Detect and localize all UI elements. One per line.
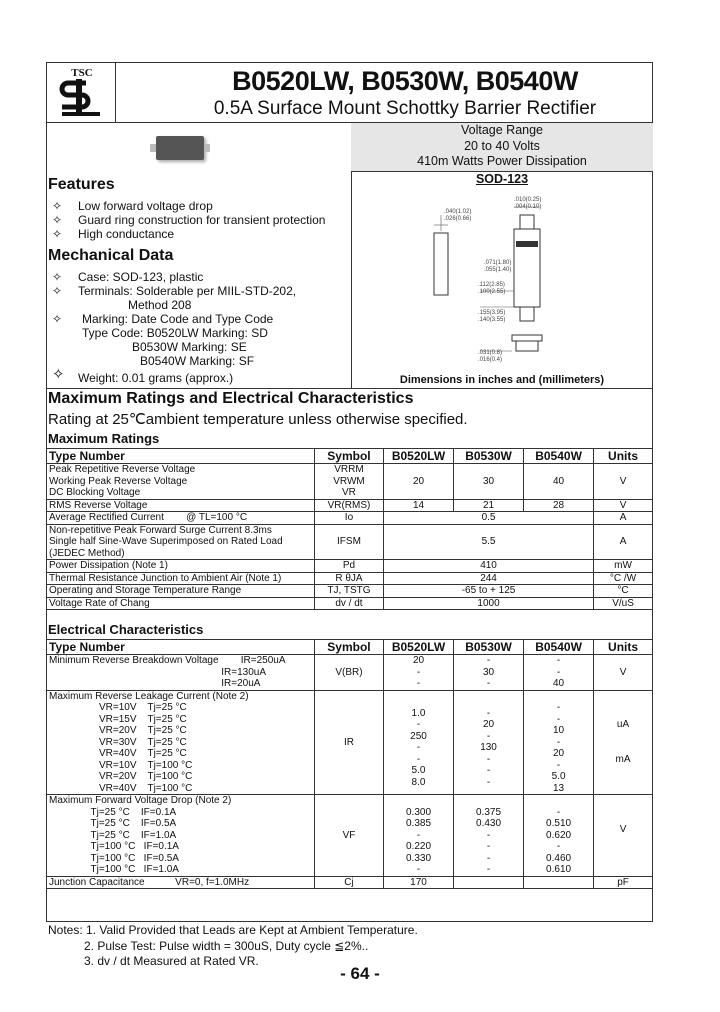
table-header-row [47,640,653,655]
list-item: ✧ Terminals: Solderable per MIIL-STD-202, [52,284,297,298]
table-cell: - - 40 [524,655,594,691]
voltage-range-value: 20 to 40 Volts [464,138,540,153]
table-cell: 244 [383,572,593,585]
table-header: Units [594,640,653,655]
table-header: Units [594,449,653,464]
table-cell: 5.5 [383,524,593,560]
dim-label-a: .040(1.02) .026(0.66) [444,209,472,222]
table-cell: V/uS [594,597,653,610]
note-2: 2. Pulse Test: Pulse width = 300uS, Duty cycle ≦2%.. [84,938,369,953]
max-ratings-heading: Maximum Ratings [48,431,160,446]
list-item-continuation: Method 208 [128,298,192,312]
logo-divider [115,62,116,122]
table-cell: V [594,499,653,512]
table-row [47,585,653,598]
logo-symbol-icon [56,79,108,117]
table-cell: Cj [314,876,383,889]
table-row [47,876,653,889]
table-cell: Pd [314,560,383,573]
table-cell: RMS Reverse Voltage [47,499,315,512]
table-header: Symbol [314,640,383,655]
table-row [47,512,653,525]
table-cell: 0.300 0.385 - 0.220 0.330 - [383,795,453,877]
table-row [47,572,653,585]
type-code-line: B0530W Marking: SE [132,340,247,354]
table-header: B0540W [524,449,594,464]
component-photo [156,136,204,160]
power-dissipation-text: 410m Watts Power Dissipation [417,154,587,168]
table-cell: IFSM [314,524,383,560]
table-cell: Io [314,512,383,525]
package-drawing [420,195,570,365]
table-cell: 410 [383,560,593,573]
table-cell: VR(RMS) [314,499,383,512]
table-cell: - 30 - [454,655,524,691]
table-header: Symbol [314,449,383,464]
table-cell: Non-repetitive Peak Forward Surge Current 8.3ms Single half Sine-Wave Superimposed on Rated Load (JEDEC Method) [47,524,315,560]
table-header: B0530W [454,449,524,464]
dim-label-c: .071(1.80) .055(1.40) [484,260,512,273]
ratings-divider [46,388,653,389]
table-cell: °C /W [594,572,653,585]
mechanical-heading: Mechanical Data [48,247,174,264]
note-1: Notes: 1. Valid Provided that Leads are Kept at Ambient Temperature. [48,923,418,937]
table-cell: Maximum Forward Voltage Drop (Note 2) Tj=25 °C IF=0.1A Tj=25 °C IF=0.5A Tj=25 °C IF=1.0A Tj=100 °C IF=0.1A Tj=100 °C IF=0.5A Tj=100 °C IF=1.0A [47,795,315,877]
table-cell: Voltage Rate of Chang [47,597,315,610]
table-cell: - 20 - 130 - - - [454,690,524,795]
table-cell: A [594,524,653,560]
table-cell: VF [314,795,383,877]
dimensions-caption: Dimensions in inches and (millimeters) [399,374,605,386]
table-cell: 1000 [383,597,593,610]
table-cell [454,876,524,889]
table-cell: VRRM VRWM VR [314,464,383,500]
type-code-line: Type Code: B0520LW Marking: SD [82,326,268,340]
table-cell: 21 [454,499,524,512]
table-cell: pF [594,876,653,889]
table-cell: Junction Capacitance VR=0, f=1.0MHz [47,876,315,889]
dim-label-b: .010(0.25) .004(0.10) [514,197,542,210]
table-cell: V [594,655,653,691]
table-cell: 14 [383,499,453,512]
table-row [47,655,653,691]
table-cell: IR [314,690,383,795]
table-cell: 20 - - [383,655,453,691]
table-cell: - - 10 - 20 - 5.0 13 [524,690,594,795]
list-item: ✧ Case: SOD-123, plastic [52,270,204,284]
logo-text: TSC [71,67,93,79]
list-item: ✧ Marking: Date Code and Type Code [52,312,274,326]
features-list [52,199,347,241]
table-header: B0540W [524,640,594,655]
company-logo [56,68,108,118]
dim-label-d: .112(2.85) .100(2.55) [478,282,506,295]
table-cell: Minimum Reverse Breakdown Voltage IR=250uA IR=130uA IR=20uA [47,655,315,691]
voltage-range-label: Voltage Range [460,123,543,137]
table-cell: °C [594,585,653,598]
list-item: ✧ Weight: 0.01 grams (approx.) [52,366,234,385]
table-cell: - 0.510 0.620 - 0.460 0.610 [524,795,594,877]
notes [48,923,648,970]
electrical-table [46,639,653,889]
table-header: Type Number [47,449,315,464]
table-header: Type Number [47,640,315,655]
table-row [47,690,653,795]
table-cell: 30 [454,464,524,500]
page-number: - 64 - [340,964,380,983]
table-cell [524,876,594,889]
table-header: B0520LW [383,449,453,464]
table-cell: 170 [383,876,453,889]
voltage-range-box [351,123,653,171]
table-cell: Power Dissipation (Note 1) [47,560,315,573]
table-cell: A [594,512,653,525]
mechanical-list [52,270,347,385]
table-header: B0530W [454,640,524,655]
table-cell: dv / dt [314,597,383,610]
type-code-line: B0540W Marking: SF [140,354,255,368]
table-header-row [47,449,653,464]
table-cell: mW [594,560,653,573]
table-row [47,464,653,500]
list-item: ✧ Guard ring construction for transient protection [52,213,326,227]
dim-label-e: .155(3.95) .140(3.55) [478,310,506,323]
page-subtitle: 0.5A Surface Mount Schottky Barrier Rectifier [213,98,597,119]
electrical-heading: Electrical Characteristics [48,622,204,637]
ratings-heading: Maximum Ratings and Electrical Characteristics [48,390,414,407]
table-cell: 40 [524,464,594,500]
table-cell: V [594,464,653,500]
table-header: B0520LW [383,640,453,655]
ratings-subheading: Rating at 25℃ambient temperature unless otherwise specified. [48,411,468,428]
table-cell: 20 [383,464,453,500]
table-cell: uA mA [594,690,653,795]
table-cell: Peak Repetitive Reverse Voltage Working Peak Reverse Voltage DC Blocking Voltage [47,464,315,500]
table-cell: Thermal Resistance Junction to Ambient Air (Note 1) [47,572,315,585]
table-cell: 28 [524,499,594,512]
page-title: B0520LW, B0530W, B0540W [232,66,578,96]
table-cell: Operating and Storage Temperature Range [47,585,315,598]
package-name: SOD-123 [475,172,529,186]
table-row [47,499,653,512]
table-cell: V [594,795,653,877]
table-row [47,597,653,610]
table-row [47,524,653,560]
table-row [47,560,653,573]
list-item: ✧ High conductance [52,227,175,241]
table-cell: V(BR) [314,655,383,691]
table-row [47,795,653,877]
table-cell: 0.375 0.430 - - - - [454,795,524,877]
table-cell: TJ, TSTG [314,585,383,598]
table-cell: 1.0 - 250 - - 5.0 8.0 [383,690,453,795]
table-cell: -65 to + 125 [383,585,593,598]
features-heading: Features [48,176,115,193]
dim-label-f: .031(0.8) .016(0.4) [478,350,503,363]
note-3: 3. dv / dt Measured at Rated VR. [84,954,259,968]
max-ratings-table [46,448,653,610]
table-cell: 0.5 [383,512,593,525]
table-cell: Average Rectified Current @ TL=100 °C [47,512,315,525]
list-item: ✧ Low forward voltage drop [52,199,213,213]
table-cell: Maximum Reverse Leakage Current (Note 2) VR=10V Tj=25 °C VR=15V Tj=25 °C VR=20V Tj=25 °C VR=30V Tj=25 °C VR=40V Tj=25 °C VR=10V Tj=100 °C VR=20V Tj=100 °C VR=40V Tj=100 °C [47,690,315,795]
table-cell: R θJA [314,572,383,585]
